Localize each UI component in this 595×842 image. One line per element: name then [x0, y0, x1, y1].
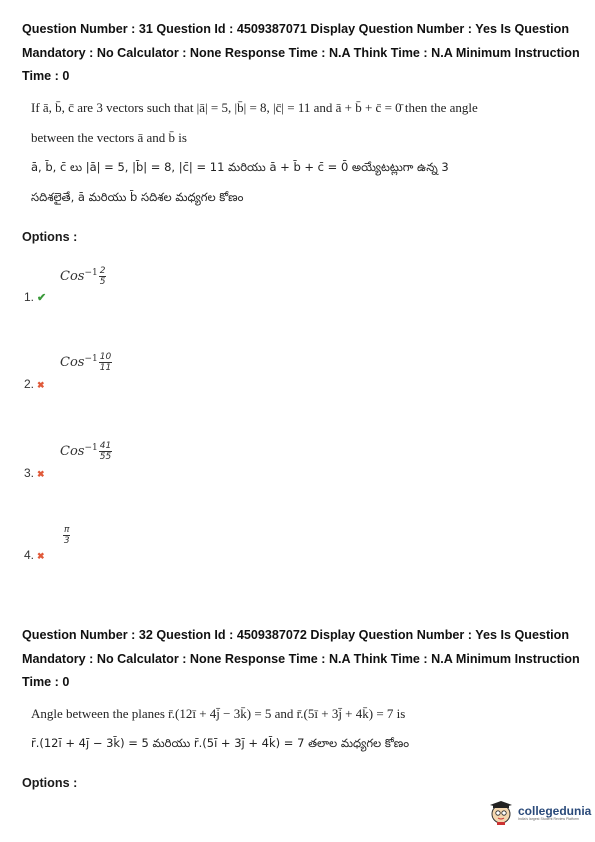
option-2-numerator: 10 — [99, 352, 112, 362]
check-icon: ✔ — [37, 292, 47, 304]
option-4-number-label: 4. — [24, 548, 35, 562]
option-2-function: Cos — [60, 355, 85, 370]
option-2-fraction — [99, 352, 112, 373]
option-4-fraction — [63, 525, 70, 546]
option-3-denominator: 55 — [99, 452, 112, 462]
option-1-number — [24, 290, 46, 304]
option-3-expression[interactable] — [60, 441, 112, 462]
cross-icon: ✖ — [37, 469, 45, 479]
option-1-expression[interactable] — [60, 266, 106, 287]
option-3-number-label: 3. — [24, 466, 35, 480]
cross-icon: ✖ — [37, 380, 45, 390]
option-4-number — [24, 548, 45, 562]
question-31-text-en-line1: If ā, b̄, c̄ are 3 vectors such that |ā| = 5, |b̄| = 8, |c̄| = 11 and ā + b̄ + c̄ = 0̄ then the angle — [31, 100, 478, 115]
question-32-text-te: r̄.(12ī + 4j̄ − 3k̄) = 5 మరియు r̄.(5ī + 3j̄ + 4k̄) = 7 తలాల మధ్యగల కోణం — [31, 736, 410, 750]
question-31-text-te-line2: సదిశలైతే, ā మరియు b̄ సదిశల మధ్యగల కోణం — [31, 190, 244, 204]
option-1-denominator: 5 — [99, 277, 106, 287]
logo-name: collegedunia — [518, 804, 592, 818]
option-3-function: Cos — [60, 444, 85, 459]
question-32-text-en: Angle between the planes r̄.(12ī + 4j̄ − 3k̄) = 5 and r̄.(5ī + 3j̄ + 4k̄) = 7 is — [31, 706, 406, 721]
option-3-number — [24, 466, 45, 480]
question-32-header: Question Number : 32 Question Id : 4509387072 Display Question Number : Yes Is Question Mandatory : No Calculator : None Response Time : N.A Think Time : N.A Minimum Instruction Time : 0 — [22, 628, 580, 689]
option-2-exponent: −1 — [84, 353, 98, 364]
option-1-fraction — [99, 266, 107, 287]
logo-mascot-icon — [488, 800, 514, 826]
option-1-function: Cos — [60, 269, 85, 284]
logo-tagline: India's largest Student Review Platform — [518, 817, 579, 821]
option-1-number-label: 1. — [24, 290, 35, 304]
option-4-numerator: π — [64, 525, 70, 535]
question-31-text-en-line2: between the vectors ā and b̄ is — [31, 130, 187, 145]
question-32-options-label: Options : — [22, 776, 78, 790]
question-31-text-te-line1: ā, b̄, c̄ లు |ā| = 5, |b̄| = 8, |c̄| = 11 మరియు ā + b̄ + c̄ = 0̄ అయ్యేటట్లుగా ఉన్న 3 — [31, 160, 449, 174]
option-2-denominator: 11 — [99, 363, 112, 373]
question-31-options-label: Options : — [22, 230, 78, 244]
collegedunia-logo — [488, 800, 591, 826]
option-1-numerator: 2 — [99, 266, 106, 276]
option-2-number — [24, 377, 45, 391]
question-31-header: Question Number : 31 Question Id : 4509387071 Display Question Number : Yes Is Question Mandatory : No Calculator : None Response Time : N.A Think Time : N.A Minimum Instruction Time : 0 — [22, 22, 580, 83]
option-2-expression[interactable] — [60, 352, 112, 373]
option-3-numerator: 41 — [99, 441, 112, 451]
option-2-number-label: 2. — [24, 377, 35, 391]
option-4-denominator: 3 — [63, 536, 70, 546]
option-3-fraction — [99, 441, 112, 462]
cross-icon: ✖ — [37, 551, 45, 561]
option-3-exponent: −1 — [84, 442, 98, 453]
option-4-expression[interactable] — [62, 525, 70, 546]
option-1-exponent: −1 — [84, 267, 98, 278]
